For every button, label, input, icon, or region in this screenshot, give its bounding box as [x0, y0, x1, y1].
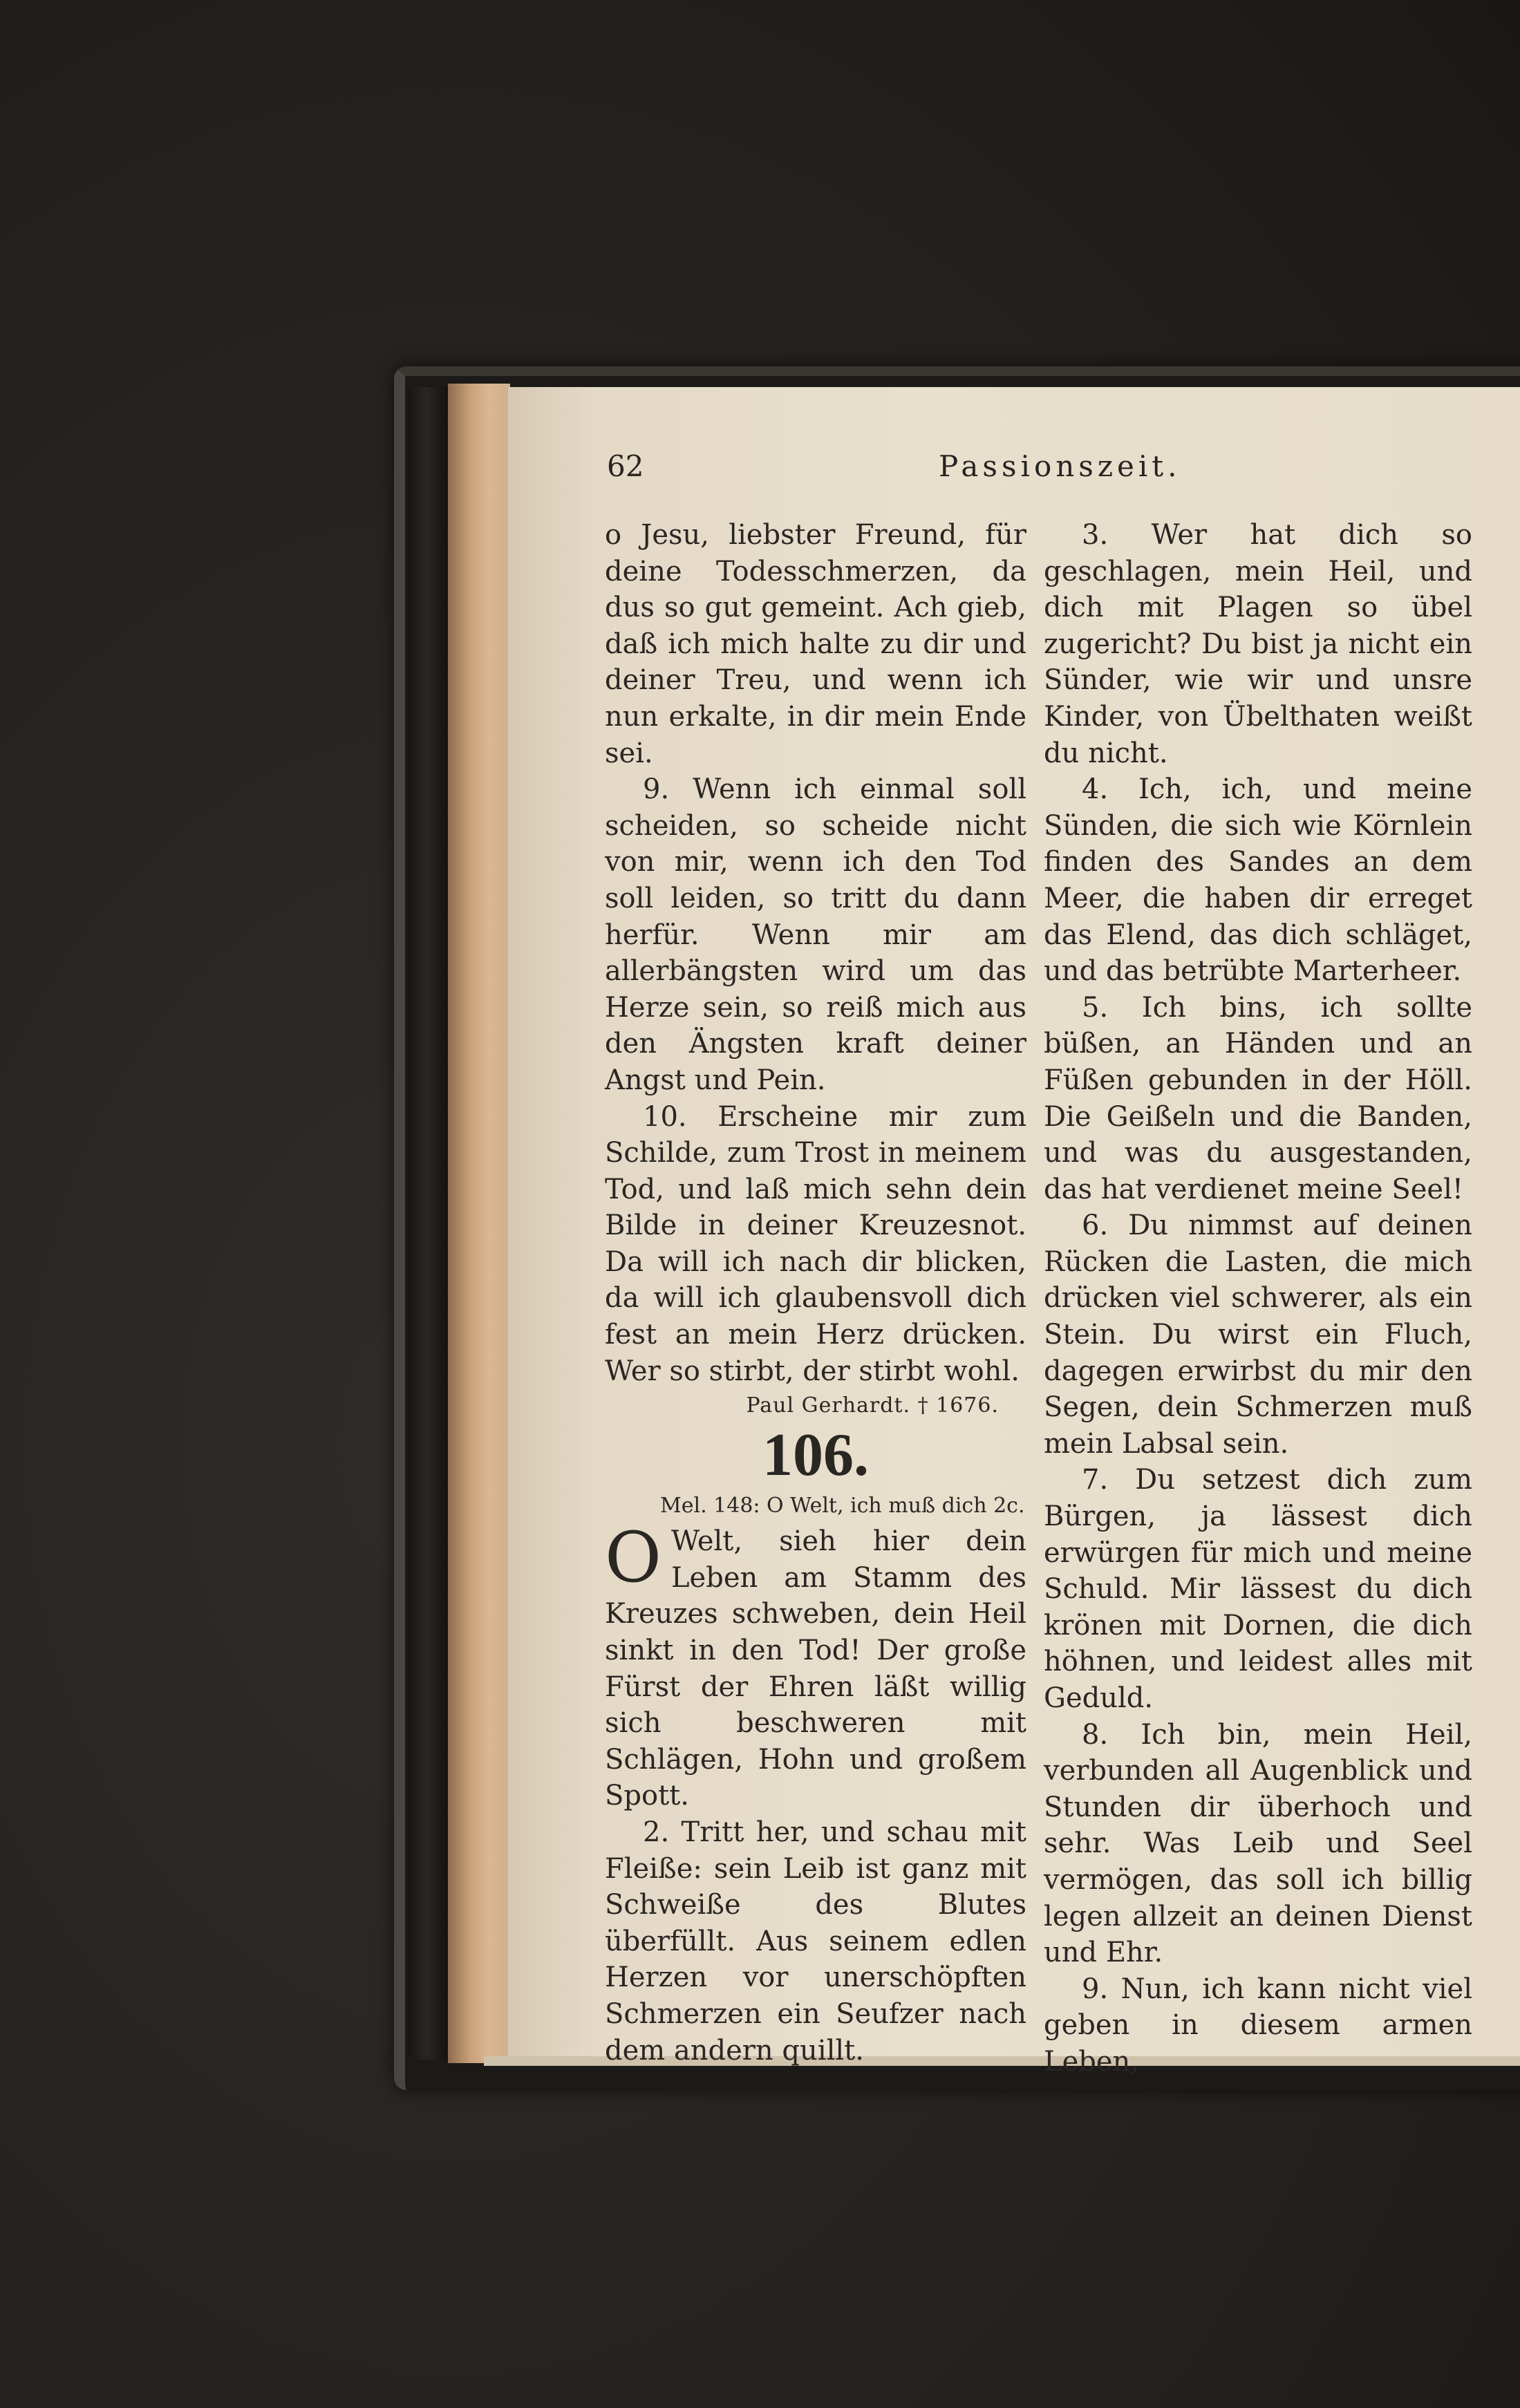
verse-2: 2. Tritt her, und schau mit Fleiße: sein Leib ist ganz mit Schweiße des Blutes überfüllt. Aus seinem edlen Herzen vor unerschöpften Schmerzen ein Seufzer nach dem andern quillt. [605, 1816, 1026, 2067]
verse-7: 7. Du setzest dich zum Bürgen, ja lässest dich erwürgen für mich und meine Schuld. Mir lässest du dich krönen mit Dornen, die dich höhnen, und leidest alles mit Geduld. [1044, 1464, 1472, 1714]
verse-4: 4. Ich, ich, und meine Sünden, die sich wie Körnlein finden des Sandes an dem Meer, die haben dir erreget das Elend, das dich schläget, und das betrübte Marterheer. [1044, 773, 1472, 988]
drop-cap: O [605, 1517, 662, 1599]
melody-reference: Mel. 148: O Welt, ich muß dich 2c. [660, 1494, 1025, 1518]
book-spine [408, 387, 449, 2060]
verse-1-text: Welt, sieh hier dein Leben am Stamm des Kreuzes schweben, dein Heil sinkt in den Tod! Der große Fürst der Ehren läßt willig sich beschweren mit Schlägen, Hohn und großem Spott. [605, 1525, 1026, 1812]
page-edges [448, 384, 510, 2063]
verse-6: 6. Du nimmst auf deinen Rücken die Lasten, die mich drücken viel schwerer, als ein Stein. Du wirst ein Fluch, dagegen erwirbst du mir den Segen, dein Schmerzen muß mein Labsal sein. [1044, 1210, 1472, 1460]
verse-10: 10. Erscheine mir zum Schilde, zum Trost in meinem Tod, und laß mich sehn dein Bilde in deiner Kreuzesnot. Da will ich nach dir blicken, da will ich glaubensvoll dich fest an mein Herz drücken. Wer so stirbt, der stirbt wohl. [605, 1100, 1026, 1387]
left-column [605, 517, 1026, 2069]
verse-3: 3. Wer hat dich so geschlagen, mein Heil, und dich mit Plagen so übel zugericht? Du bist ja nicht ein Sünder, wie wir und unsre Kinder, von Übelthaten weißt du nicht. [1044, 519, 1472, 769]
right-column [1044, 517, 1472, 2080]
verse-9: 9. Wenn ich einmal soll scheiden, so scheide nicht von mir, wenn ich den Tod soll leiden, so tritt du dann herfür. Wenn mir am allerbängsten wird um das Herze sein, so reiß mich aus den Ängsten kraft deiner Angst und Pein. [605, 773, 1026, 1096]
page-header [607, 449, 1478, 491]
hymn-number: 106. [762, 1422, 869, 1489]
verse-1 [605, 1517, 1026, 1814]
hymn-author: Paul Gerhardt. † 1676. [746, 1393, 999, 1418]
verse-8: 8. Ich bin, mein Heil, verbunden all Augenblick und Stunden dir überhoch und sehr. Was Leib und Seel vermögen, das soll ich billig legen allzeit an deinen Dienst und Ehr. [1044, 1718, 1472, 1969]
verse-continuation: o Jesu, liebster Freund, für deine Todesschmerzen, da dus so gut gemeint. Ach gieb, daß ich mich halte zu dir und deiner Treu, und wenn ich nun erkalte, in dir mein Ende sei. [605, 519, 1026, 769]
verse-9-start: 9. Nun, ich kann nicht viel geben in diesem armen Leben, [1044, 1973, 1472, 2078]
verse-5: 5. Ich bins, ich sollte büßen, an Händen und an Füßen gebunden in der Höll. Die Geißeln und die Banden, und was du ausgestanden, das hat verdienet meine Seel! [1044, 991, 1472, 1205]
page-number: 62 [607, 449, 644, 483]
running-head: Passionszeit. [939, 449, 1181, 483]
